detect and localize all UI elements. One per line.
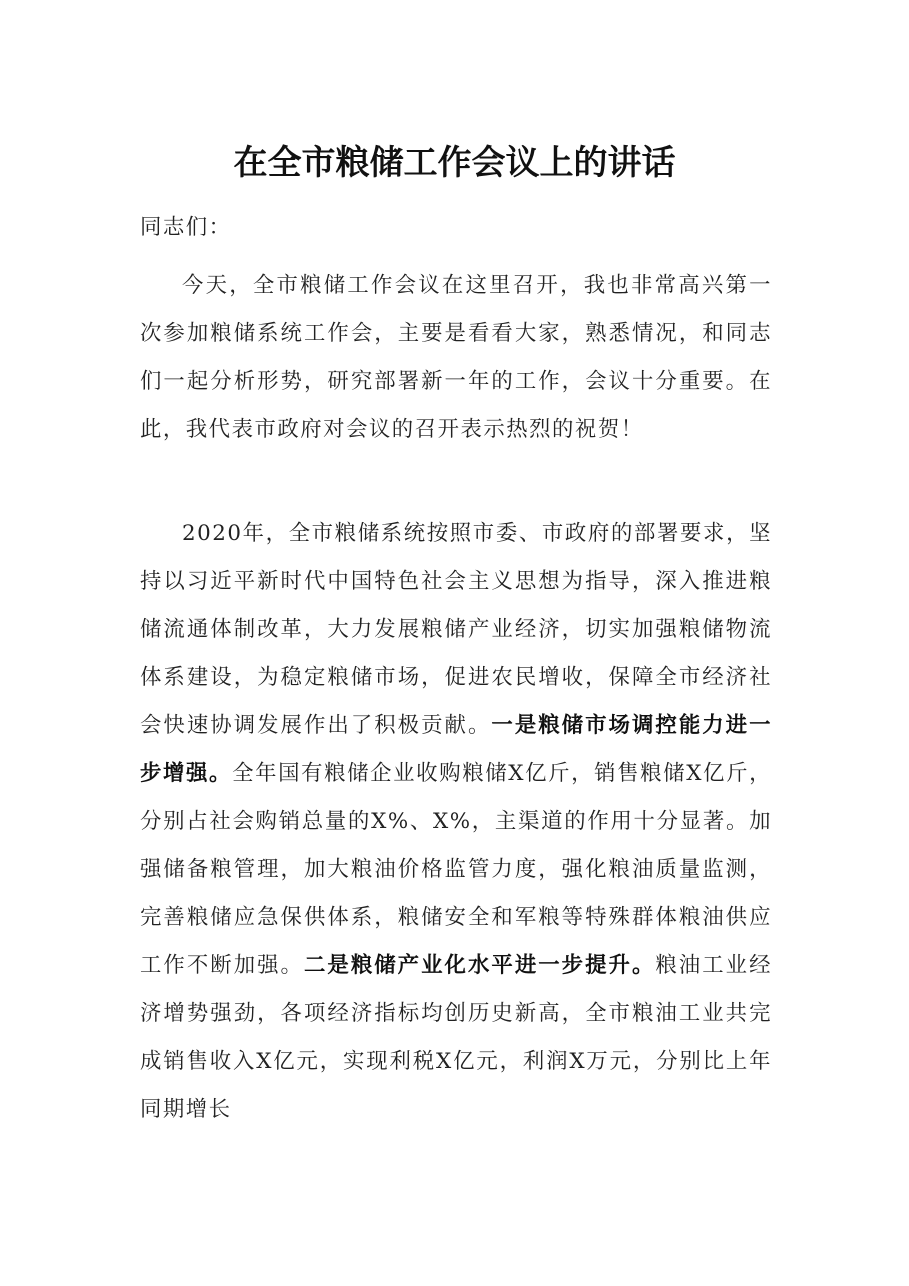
paragraph-achievements (140, 510, 772, 1134)
point-two-heading: 二是粮储产业化水平进一步提升。 (303, 953, 656, 978)
point-one-text: 全年国有粮储企业收购粮储X亿斤，销售粮储X亿斤，分别占社会购销总量的X%、X%，主渠道的作用十分显著。加强储备粮管理，加大粮油价格监管力度，强化粮油质量监测，完善粮储应急保供体系，粮储安全和军粮等特殊群体粮油供应工作不断加强。 (140, 761, 772, 978)
point-one-heading: 一是粮储市场调控能力进一步增强。 (140, 713, 772, 786)
salutation: 同志们： (140, 215, 232, 240)
point-two-text: 粮油工业经济增势强劲，各项经济指标均创历史新高，全市粮油工业共完成销售收入X亿元，实现利税X亿元，利润X万元，分别比上年同期增长 (140, 953, 772, 1122)
document-title: 在全市粮储工作会议上的讲话 (233, 143, 676, 183)
paragraph-opening: 今天，全市粮储工作会议在这里召开，我也非常高兴第一次参加粮储系统工作会，主要是看看大家，熟悉情况，和同志们一起分析形势，研究部署新一年的工作，会议十分重要。在此，我代表市政府对会议的召开表示热烈的祝贺！ (140, 273, 772, 442)
paragraph-intro-text: 2020年，全市粮储系统按照市委、市政府的部署要求，坚持以习近平新时代中国特色社会主义思想为指导，深入推进粮储流通体制改革，大力发展粮储产业经济，切实加强粮储物流体系建设，为稳定粮储市场，促进农民增收，保障全市经济社会快速协调发展作出了积极贡献。 (140, 521, 772, 738)
